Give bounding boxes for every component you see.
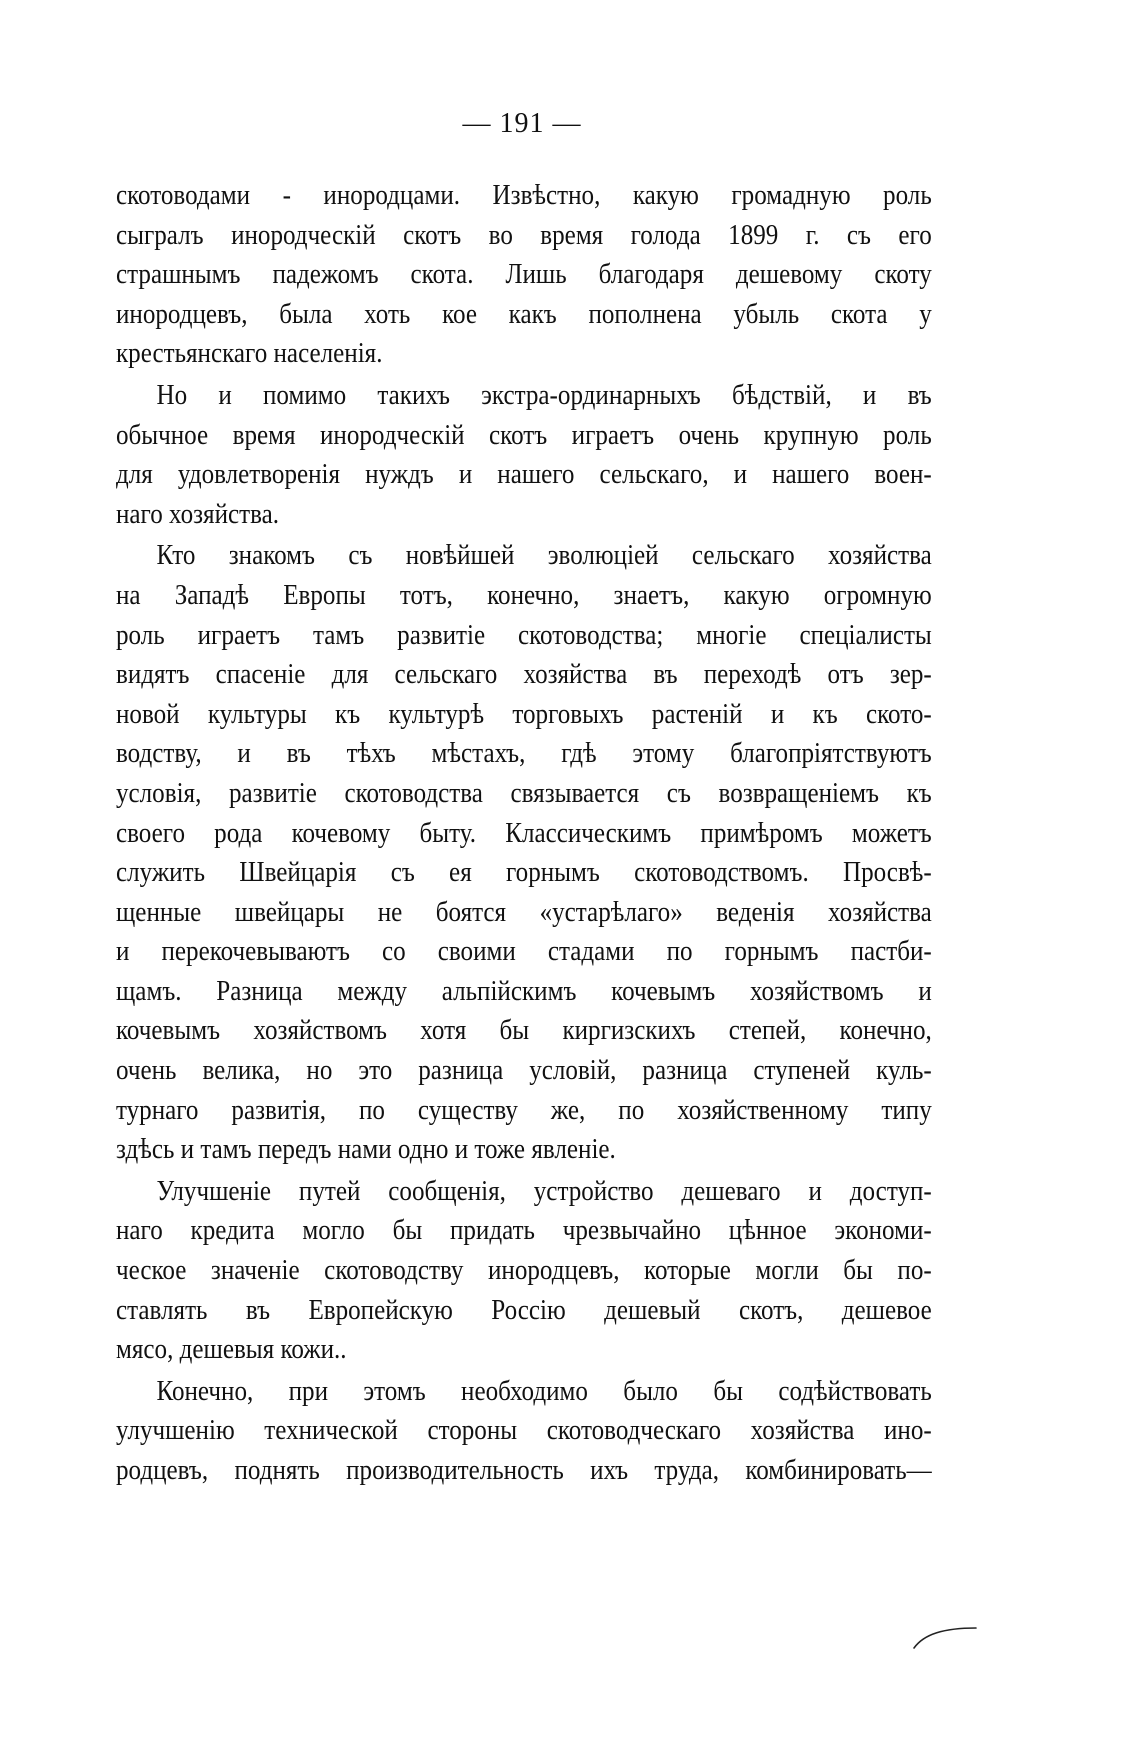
text-line: щенные швейцары не боятся «устарѣлаго» веденія хозяйства bbox=[116, 896, 932, 928]
text-line: новой культуры къ культурѣ торговыхъ растеній и къ ското- bbox=[116, 698, 932, 730]
paragraph bbox=[116, 536, 932, 1170]
text-line: сыгралъ инородческій скотъ во время голода 1899 г. съ его bbox=[116, 219, 932, 251]
text-line: здѣсь и тамъ передъ нами одно и тоже явленіе. bbox=[116, 1134, 616, 1166]
text-line: кочевымъ хозяйствомъ хотя бы киргизскихъ степей, конечно, bbox=[116, 1015, 932, 1047]
text-line: и перекочевываютъ со своими стадами по горнымъ пастби- bbox=[116, 936, 932, 968]
text-line: родцевъ, поднять производительность ихъ труда, комбинировать— bbox=[116, 1455, 932, 1486]
paragraph bbox=[116, 1372, 932, 1491]
paragraph bbox=[116, 1172, 932, 1370]
text-line: условія, развитіе скотоводства связывается съ возвращеніемъ къ bbox=[116, 777, 932, 809]
text-line: крестьянскаго населенія. bbox=[116, 338, 383, 370]
text-line: служить Швейцарія съ ея горнымъ скотоводствомъ. Просвѣ- bbox=[116, 857, 932, 889]
text-line: скотоводами - инородцами. Извѣстно, какую громадную роль bbox=[116, 180, 932, 211]
text-line: видятъ спасеніе для сельскаго хозяйства въ переходѣ отъ зер- bbox=[116, 659, 932, 691]
text-line: на Западѣ Европы тотъ, конечно, знаетъ, какую огромную bbox=[116, 579, 932, 611]
pencil-mark bbox=[910, 1620, 980, 1650]
text-line: щамъ. Разница между альпійскимъ кочевымъ хозяйствомъ и bbox=[116, 975, 932, 1007]
text-line: ставлять въ Европейскую Россію дешевый скотъ, дешевое bbox=[116, 1294, 932, 1326]
text-line: Конечно, при этомъ необходимо было бы содѣйствовать bbox=[156, 1375, 932, 1407]
text-line: обычное время инородческій скотъ играетъ очень крупную роль bbox=[116, 419, 932, 451]
text-line: водству, и въ тѣхъ мѣстахъ, гдѣ этому благопріятствуютъ bbox=[116, 738, 932, 770]
text-line: мясо, дешевыя кожи.. bbox=[116, 1334, 347, 1366]
text-line: наго хозяйства. bbox=[116, 498, 280, 530]
paragraph bbox=[116, 376, 932, 534]
text-line: роль играетъ тамъ развитіе скотоводства; многіе спеціалисты bbox=[116, 619, 932, 651]
paragraph bbox=[116, 176, 932, 374]
text-line: улучшенію технической стороны скотоводческаго хозяйства ино- bbox=[116, 1415, 932, 1447]
text-line: очень велика, но это разница условій, разница ступеней куль- bbox=[116, 1055, 932, 1087]
text-line: страшнымъ падежомъ скота. Лишь благодаря дешевому скоту bbox=[116, 259, 932, 291]
text-line: Улучшеніе путей сообщенія, устройство дешеваго и доступ- bbox=[156, 1175, 932, 1207]
text-line: турнаго развитія, по существу же, по хозяйственному типу bbox=[116, 1094, 932, 1126]
text-line: своего рода кочевому быту. Классическимъ примѣромъ можетъ bbox=[116, 817, 932, 849]
body-text bbox=[116, 176, 932, 1491]
text-line: Но и помимо такихъ экстра-ординарныхъ бѣдствій, и въ bbox=[156, 379, 932, 411]
text-line: наго кредита могло бы придать чрезвычайно цѣнное экономи- bbox=[116, 1215, 932, 1247]
text-line: инородцевъ, была хоть кое какъ пополнена убыль скота у bbox=[116, 298, 932, 330]
text-line: Кто знакомъ съ новѣйшей эволюціей сельскаго хозяйства bbox=[156, 540, 932, 572]
text-line: ческое значеніе скотоводству инородцевъ, которые могли бы по- bbox=[116, 1255, 932, 1287]
page-number: — 191 — bbox=[462, 108, 582, 139]
text-line: для удовлетворенія нуждъ и нашего сельскаго, и нашего воен- bbox=[116, 459, 932, 491]
